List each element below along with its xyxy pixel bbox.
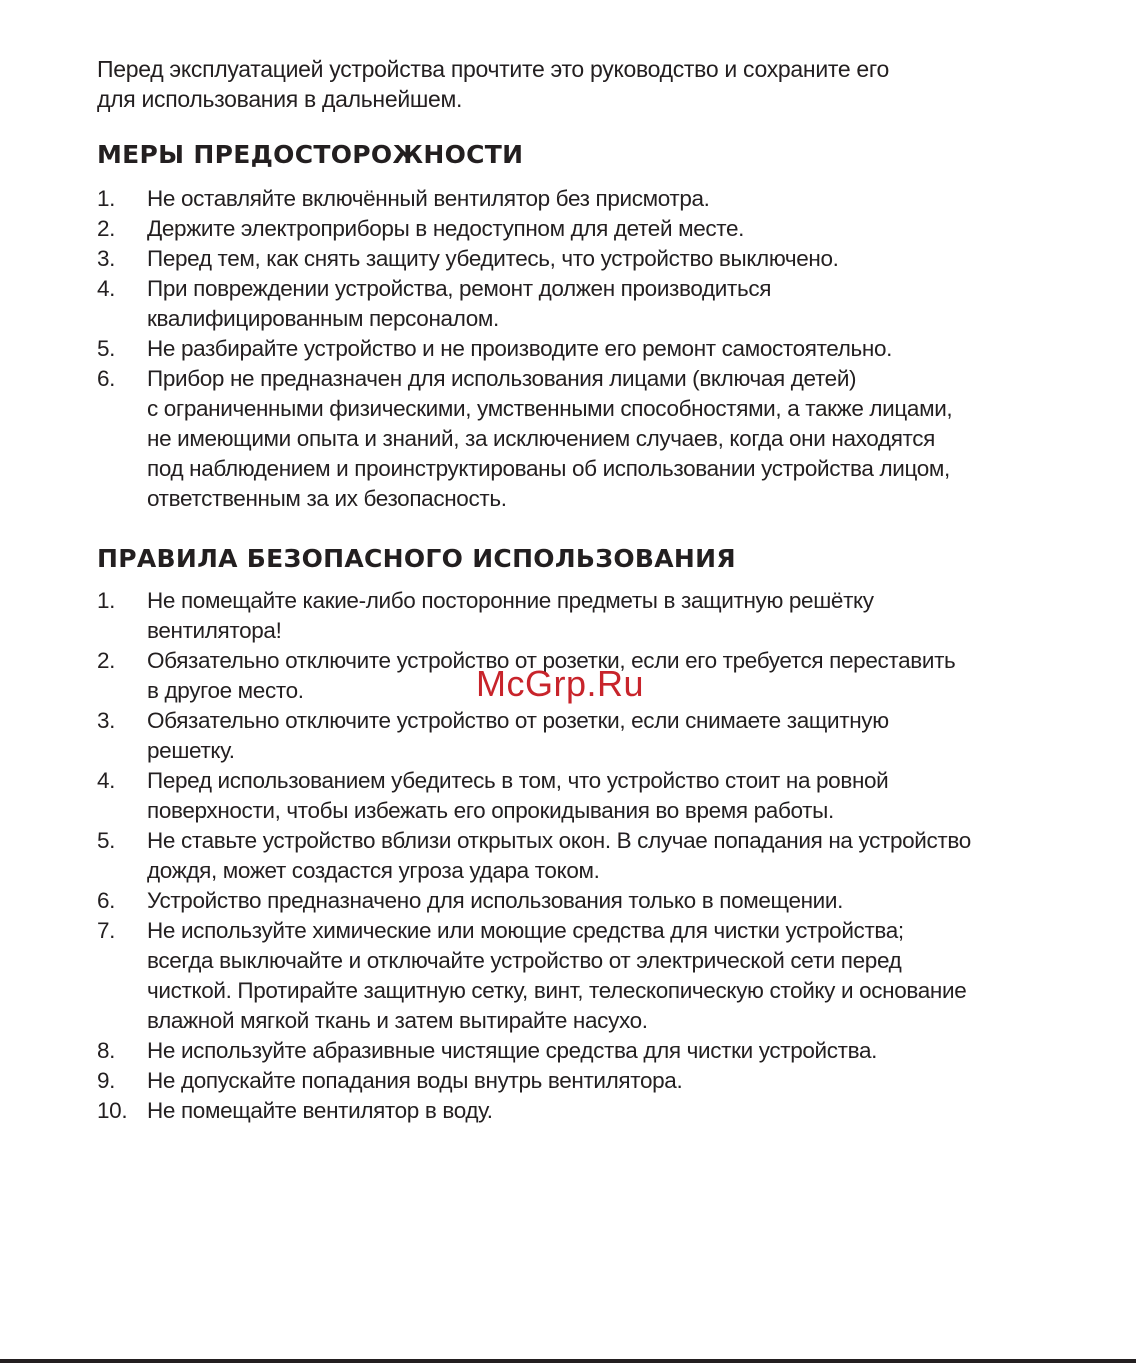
- precautions-list: [97, 184, 1037, 514]
- item-text-line: дождя, может создастся угроза удара током.: [147, 858, 600, 883]
- list-item: [97, 274, 1037, 334]
- item-text-line: всегда выключайте и отключайте устройство от электрической сети перед: [147, 948, 902, 973]
- item-text-line: Обязательно отключите устройство от розетки, если его требуется переставить: [147, 648, 956, 673]
- item-text-line: При повреждении устройства, ремонт должен производиться: [147, 276, 772, 301]
- item-text-line: поверхности, чтобы избежать его опрокидывания во время работы.: [147, 798, 834, 823]
- item-number: 5.: [97, 336, 116, 361]
- item-number: 10.: [97, 1098, 128, 1123]
- precautions-heading: МЕРЫ ПРЕДОСТОРОЖНОСТИ: [97, 140, 524, 169]
- list-item: [97, 244, 1037, 274]
- item-number: 5.: [97, 828, 116, 853]
- item-number: 8.: [97, 1038, 116, 1063]
- intro-line: для использования в дальнейшем.: [97, 86, 463, 112]
- item-text-line: Держите электроприборы в недоступном для детей месте.: [147, 216, 745, 241]
- item-text-line: Не разбирайте устройство и не производите его ремонт самостоятельно.: [147, 336, 893, 361]
- item-text-line: Не оставляйте включённый вентилятор без присмотра.: [147, 186, 710, 211]
- list-item: [97, 916, 1037, 1036]
- bottom-border: [0, 1359, 1136, 1363]
- item-number: 4.: [97, 276, 116, 301]
- item-text-line: Обязательно отключите устройство от розетки, если снимаете защитную: [147, 708, 889, 733]
- item-number: 7.: [97, 918, 116, 943]
- list-item: [97, 886, 1037, 916]
- item-text-line: влажной мягкой ткань и затем вытирайте насухо.: [147, 1008, 648, 1033]
- item-number: 6.: [97, 366, 116, 391]
- item-text-line: Прибор не предназначен для использования лицами (включая детей): [147, 366, 857, 391]
- item-number: 4.: [97, 768, 116, 793]
- list-item: [97, 1096, 1037, 1126]
- item-number: 9.: [97, 1068, 116, 1093]
- list-item: [97, 766, 1037, 826]
- item-text-line: Не допускайте попадания воды внутрь вентилятора.: [147, 1068, 683, 1093]
- list-item: [97, 334, 1037, 364]
- item-number: 3.: [97, 708, 116, 733]
- item-text-line: Устройство предназначено для использования только в помещении.: [147, 888, 844, 913]
- intro-line: Перед эксплуатацией устройства прочтите это руководство и сохраните его: [97, 56, 889, 82]
- item-text-line: ответственным за их безопасность.: [147, 486, 507, 511]
- item-text-line: под наблюдением и проинструктированы об использовании устройства лицом,: [147, 456, 950, 481]
- item-text-line: чисткой. Протирайте защитную сетку, винт, телескопическую стойку и основание: [147, 978, 967, 1003]
- list-item: [97, 826, 1037, 886]
- watermark-logo[interactable]: McGrp.Ru: [476, 663, 645, 704]
- list-item: [97, 706, 1037, 766]
- item-text-line: Не помещайте какие-либо посторонние предметы в защитную решётку: [147, 588, 874, 613]
- list-item: [97, 1066, 1037, 1096]
- list-item: [97, 364, 1037, 514]
- item-text-line: не имеющими опыта и знаний, за исключением случаев, когда они находятся: [147, 426, 935, 451]
- safety-rules-heading: ПРАВИЛА БЕЗОПАСНОГО ИСПОЛЬЗОВАНИЯ: [97, 544, 736, 573]
- document-page: [97, 54, 1037, 1126]
- item-text-line: Не используйте химические или моющие средства для чистки устройства;: [147, 918, 904, 943]
- item-number: 1.: [97, 186, 116, 211]
- item-number: 2.: [97, 216, 116, 241]
- list-item: [97, 1036, 1037, 1066]
- list-item: [97, 184, 1037, 214]
- list-item: [97, 214, 1037, 244]
- item-text-line: в другое место.: [147, 678, 304, 703]
- item-text-line: Не используйте абразивные чистящие средства для чистки устройства.: [147, 1038, 878, 1063]
- item-text-line: квалифицированным персоналом.: [147, 306, 499, 331]
- list-item: [97, 586, 1037, 646]
- item-number: 2.: [97, 648, 116, 673]
- item-text-line: Не помещайте вентилятор в воду.: [147, 1098, 493, 1123]
- item-text-line: Перед использованием убедитесь в том, что устройство стоит на ровной: [147, 768, 889, 793]
- item-text-line: с ограниченными физическими, умственными способностями, а также лицами,: [147, 396, 953, 421]
- item-text-line: вентилятора!: [147, 618, 282, 643]
- item-number: 3.: [97, 246, 116, 271]
- intro-paragraph: [97, 54, 1037, 114]
- item-text-line: Не ставьте устройство вблизи открытых окон. В случае попадания на устройство: [147, 828, 971, 853]
- item-number: 1.: [97, 588, 116, 613]
- item-number: 6.: [97, 888, 116, 913]
- item-text-line: решетку.: [147, 738, 235, 763]
- item-text-line: Перед тем, как снять защиту убедитесь, что устройство выключено.: [147, 246, 839, 271]
